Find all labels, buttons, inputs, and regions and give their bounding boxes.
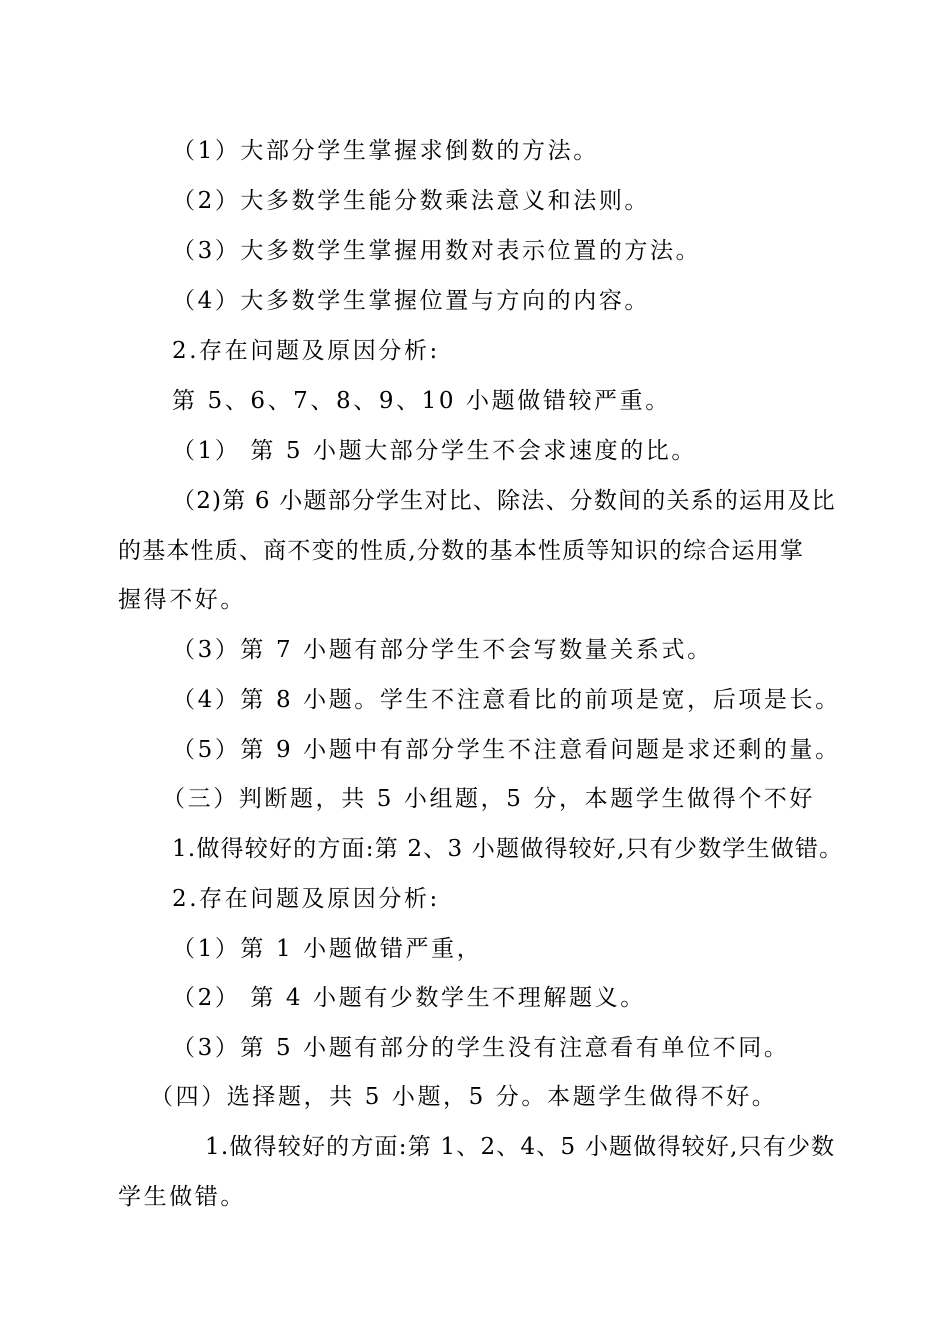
text-line-15: 1.做得较好的方面:第 2、3 小题做得较好,只有少数学生做错。	[172, 836, 844, 862]
text-line-22: 学生做错。	[118, 1184, 246, 1210]
text-line-5: 2.存在问题及原因分析:	[172, 338, 440, 364]
text-line-8: （2)第 6 小题部分学生对比、除法、分数间的关系的运用及比	[172, 488, 836, 514]
text-line-9: 的基本性质、商不变的性质,分数的基本性质等知识的综合运用掌	[118, 538, 805, 564]
text-line-1: （1）大部分学生掌握求倒数的方法。	[172, 138, 599, 164]
text-line-3: （3）大多数学生掌握用数对表示位置的方法。	[172, 238, 702, 264]
text-line-21: 1.做得较好的方面:第 1、2、4、5 小题做得较好,只有少数	[205, 1134, 836, 1160]
text-line-17: （1）第 1 小题做错严重，	[172, 936, 483, 962]
text-line-19: （3）第 5 小题有部分的学生没有注意看有单位不同。	[172, 1035, 790, 1061]
text-line-11: （3）第 7 小题有部分学生不会写数量关系式。	[172, 637, 713, 663]
text-line-7: （1） 第 5 小题大部分学生不会求速度的比。	[172, 438, 697, 464]
text-line-20: （四）选择题，共 5 小题，5 分。本题学生做得不好。	[150, 1084, 778, 1110]
text-line-16: 2.存在问题及原因分析:	[172, 886, 440, 912]
text-line-4: （4）大多数学生掌握位置与方向的内容。	[172, 288, 651, 314]
text-line-12: （4）第 8 小题。学生不注意看比的前项是宽，后项是长。	[172, 687, 841, 713]
text-line-2: （2）大多数学生能分数乘法意义和法则。	[172, 188, 651, 214]
text-line-13: （5）第 9 小题中有部分学生不注意看问题是求还剩的量。	[172, 737, 841, 763]
text-line-14: （三）判断题，共 5 小组题，5 分，本题学生做得个不好	[162, 786, 815, 812]
text-line-6: 第 5、6、7、8、9、10 小题做错较严重。	[172, 388, 671, 414]
text-line-10: 握得不好。	[118, 587, 246, 613]
text-line-18: （2） 第 4 小题有少数学生不理解题义。	[172, 985, 646, 1011]
